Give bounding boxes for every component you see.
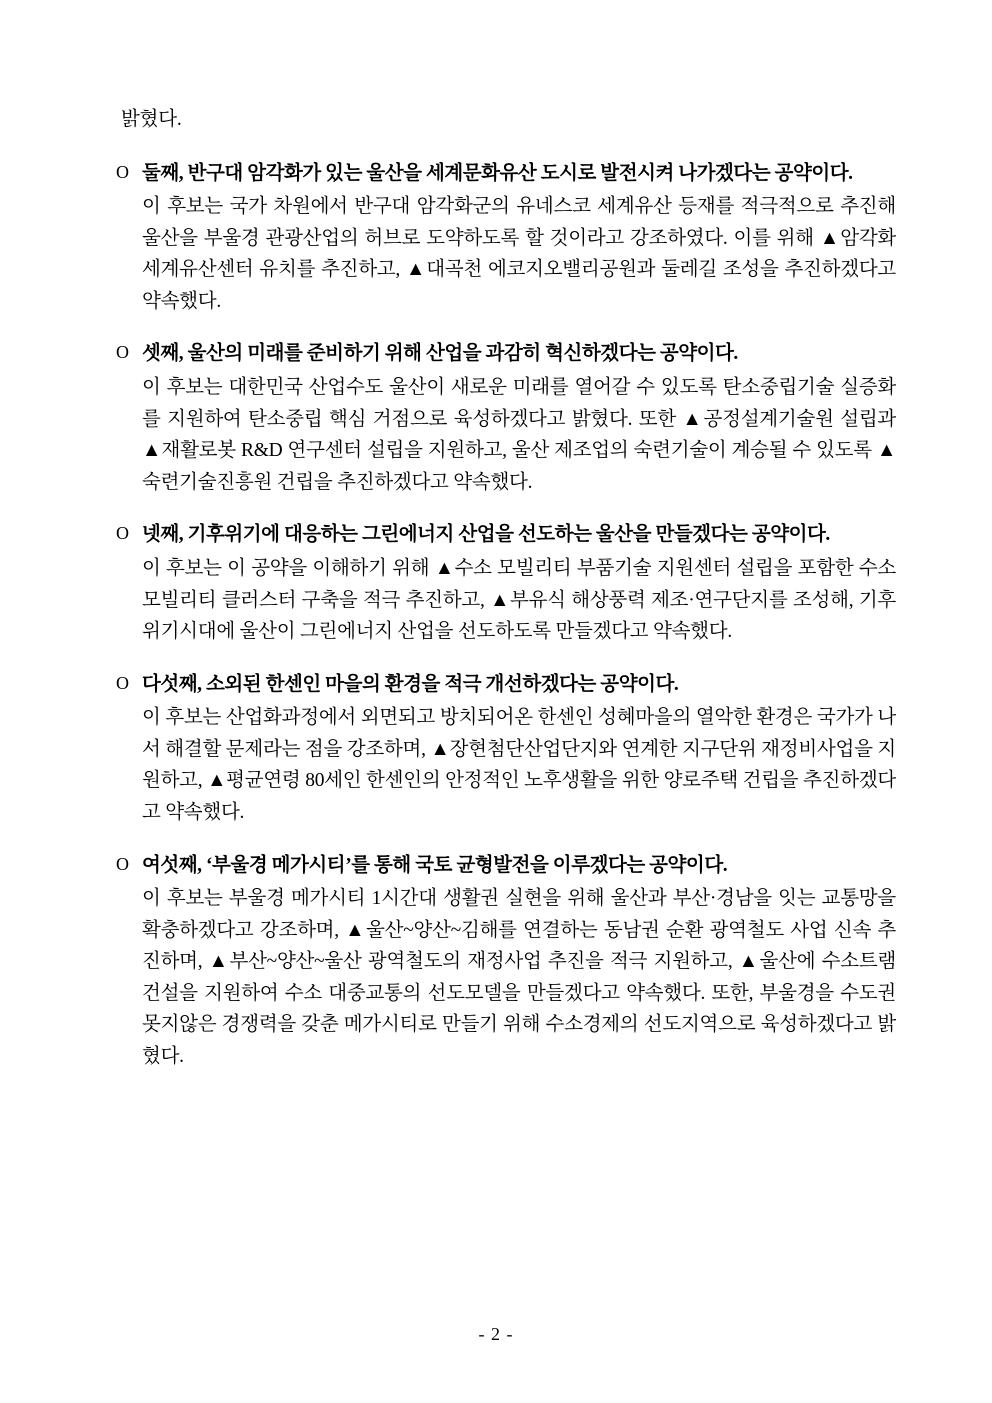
- lead-line: 밝혔다.: [121, 109, 182, 130]
- item-heading-row: [116, 338, 896, 370]
- item-heading-row: [116, 669, 896, 701]
- circle-bullet-icon: O: [116, 853, 129, 874]
- item-heading-row: [116, 519, 896, 551]
- item-heading-text: 넷째, 기후위기에 대응하는 그린에너지 산업을 선도하는 울산을 만들겠다는 공약이다.: [142, 524, 830, 546]
- list-item: [116, 519, 896, 647]
- item-body-text: 이 후보는 산업화과정에서 외면되고 방치되어온 한센인 성혜마을의 열악한 환경은 국가가 나서 해결할 문제라는 점을 강조하며, ▲장현첨단산업단지와 연계한 지구단위 재정비사업을 지원하고, ▲평균연령 80세인 한센인의 안정적인 노후생활을 위한 양로주택 건립을 추진하겠다고 약속했다.: [142, 707, 896, 823]
- item-body-text: 이 후보는 이 공약을 이해하기 위해 ▲수소 모빌리티 부품기술 지원센터 설립을 포함한 수소 모빌리티 클러스터 구축을 적극 추진하고, ▲부유식 해상풍력 제조·연구단지를 조성해, 기후위기시대에 울산이 그린에너지 산업을 선도하도록 만들겠다고 약속했다.: [142, 557, 896, 643]
- list-item: [116, 338, 896, 498]
- item-heading-row: [116, 850, 896, 882]
- item-heading-text: 둘째, 반구대 암각화가 있는 울산을 세계문화유산 도시로 발전시켜 나가겠다는 공약이다.: [142, 162, 853, 184]
- circle-bullet-icon: O: [116, 342, 129, 363]
- item-heading-text: 셋째, 울산의 미래를 준비하기 위해 산업을 과감히 혁신하겠다는 공약이다.: [142, 343, 738, 365]
- item-heading-row: [116, 158, 896, 190]
- item-body-text: 이 후보는 국가 차원에서 반구대 암각화군의 유네스코 세계유산 등재를 적극적으로 추진해 울산을 부울경 관광산업의 허브로 도약하도록 할 것이라고 강조하였다. 이를 위해 ▲암각화 세계유산센터 유치를 추진하고, ▲대곡천 에코지오밸리공원과 둘레길 조성을 추진하겠다고 약속했다.: [142, 196, 896, 312]
- circle-bullet-icon: O: [116, 161, 129, 182]
- item-body-text: 이 후보는 대한민국 산업수도 울산이 새로운 미래를 열어갈 수 있도록 탄소중립기술 실증화를 지원하여 탄소중립 핵심 거점으로 육성하겠다고 밝혔다. 또한 ▲공정설계기술원 설립과 ▲재활로봇 R&D 연구센터 설립을 지원하고, 울산 제조업의 숙련기술이 계승될 수 있도록 ▲숙련기술진흥원 건립을 추진하겠다고 약속했다.: [142, 377, 896, 493]
- circle-bullet-icon: O: [116, 672, 129, 693]
- item-body-text: 이 후보는 부울경 메가시티 1시간대 생활권 실현을 위해 울산과 부산·경남을 잇는 교통망을 확충하겠다고 강조하며, ▲울산~양산~김해를 연결하는 동남권 순환 광역철도 사업 신속 추진하며, ▲부산~양산~울산 광역철도의 재정사업 추진을 적극 지원하고, ▲울산에 수소트램 건설을 지원하여 수소 대중교통의 선도모델을 만들겠다고 약속했다. 또한, 부울경을 수도권 못지않은 경쟁력을 갖춘 메가시티로 만들기 위해 수소경제의 선도지역으로 육성하겠다고 밝혔다.: [142, 888, 896, 1068]
- list-item: [116, 669, 896, 829]
- item-heading-text: 다섯째, 소외된 한센인 마을의 환경을 적극 개선하겠다는 공약이다.: [142, 673, 679, 695]
- list-item: [116, 158, 896, 318]
- circle-bullet-icon: O: [116, 523, 129, 544]
- item-heading-text: 여섯째, ‘부울경 메가시티’를 통해 국토 균형발전을 이루겠다는 공약이다.: [142, 854, 728, 876]
- list-item: [116, 850, 896, 1073]
- page-number: - 2 -: [478, 1324, 514, 1344]
